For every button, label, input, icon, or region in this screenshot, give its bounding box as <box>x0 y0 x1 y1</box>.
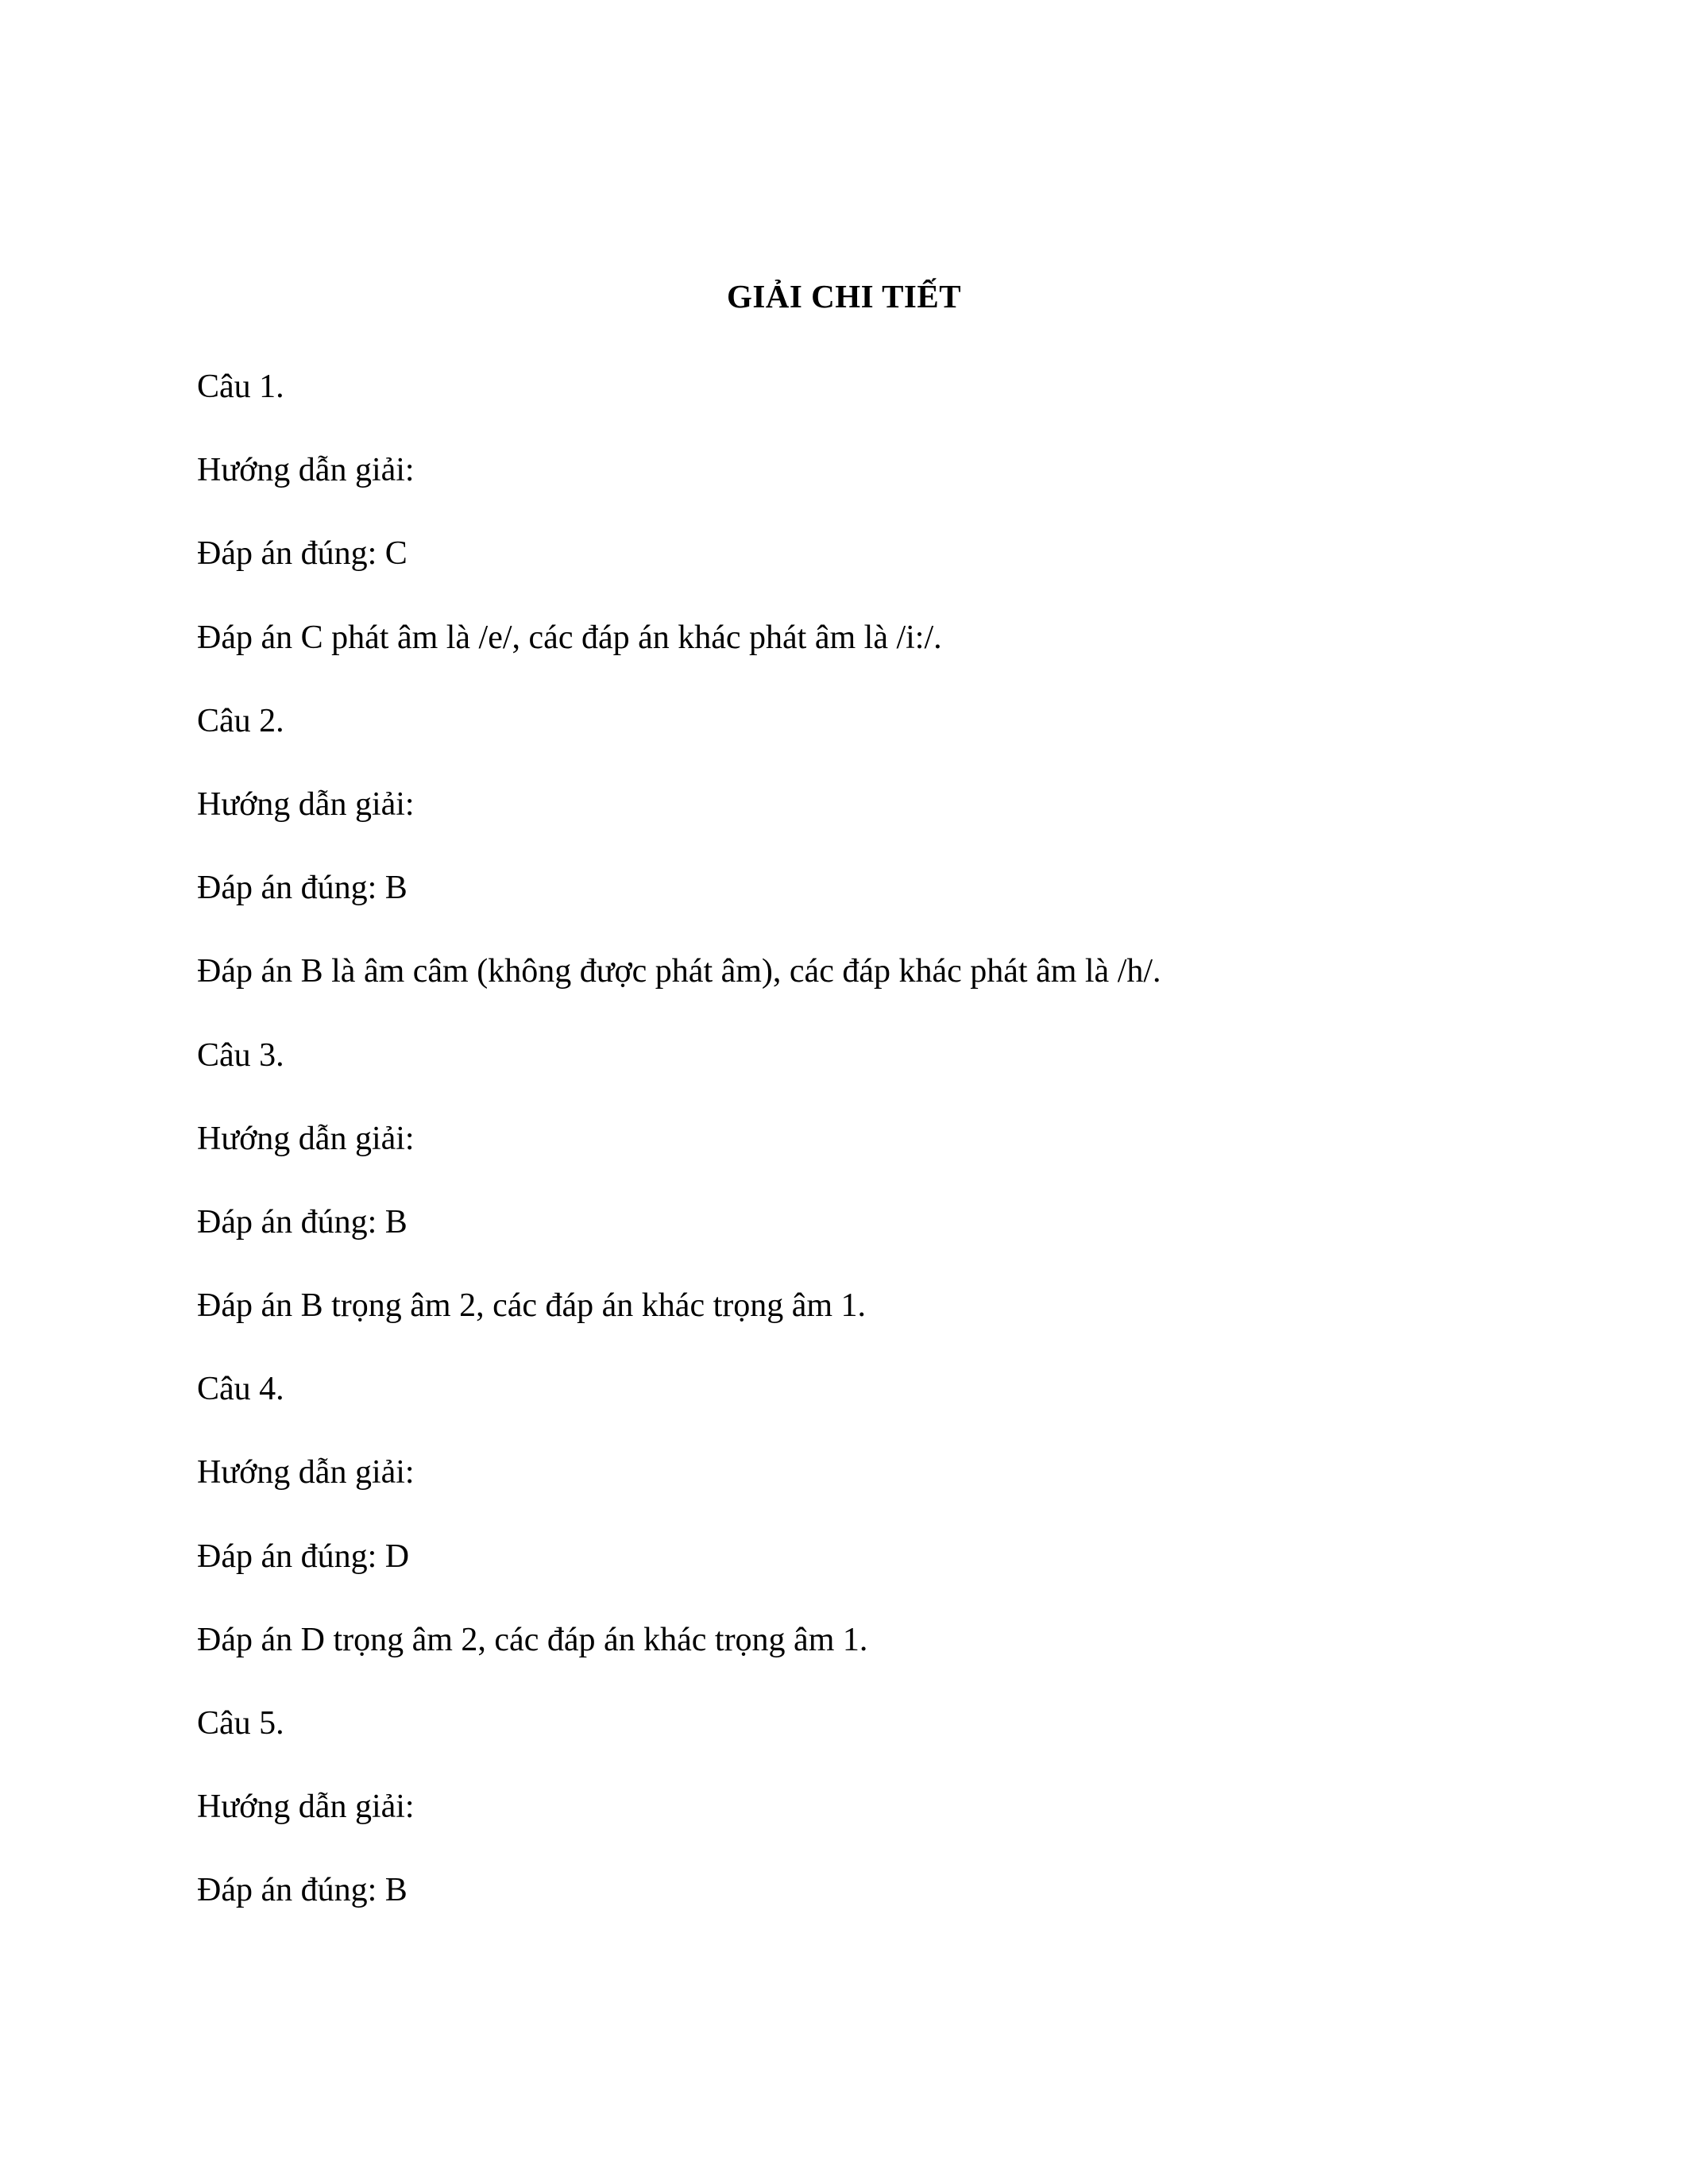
question-4-heading: Câu 4. <box>197 1371 284 1408</box>
question-3-guide: Hướng dẫn giải: <box>197 1120 415 1157</box>
question-1-answer: Đáp án đúng: C <box>197 535 408 573</box>
question-2-explanation: Đáp án B là âm câm (không được phát âm), các đáp khác phát âm là /h/. <box>197 953 1161 990</box>
question-4-guide: Hướng dẫn giải: <box>197 1454 415 1491</box>
question-1-explanation: Đáp án C phát âm là /e/, các đáp án khác phát âm là /i:/. <box>197 619 942 656</box>
question-1-guide: Hướng dẫn giải: <box>197 452 415 489</box>
question-4-explanation: Đáp án D trọng âm 2, các đáp án khác trọng âm 1. <box>197 1621 868 1658</box>
question-2-heading: Câu 2. <box>197 702 284 739</box>
question-5-heading: Câu 5. <box>197 1705 284 1742</box>
question-3-answer: Đáp án đúng: B <box>197 1203 408 1241</box>
question-5-answer: Đáp án đúng: B <box>197 1872 408 1909</box>
question-2-answer: Đáp án đúng: B <box>197 870 408 907</box>
question-3-explanation: Đáp án B trọng âm 2, các đáp án khác trọng âm 1. <box>197 1287 867 1325</box>
page-title: GIẢI CHI TIẾT <box>726 278 962 314</box>
question-2-guide: Hướng dẫn giải: <box>197 785 415 823</box>
question-1-heading: Câu 1. <box>197 369 284 405</box>
question-3-heading: Câu 3. <box>197 1036 284 1074</box>
question-5-guide: Hướng dẫn giải: <box>197 1788 415 1826</box>
question-4-answer: Đáp án đúng: D <box>197 1538 410 1575</box>
document-body <box>197 367 1547 1954</box>
